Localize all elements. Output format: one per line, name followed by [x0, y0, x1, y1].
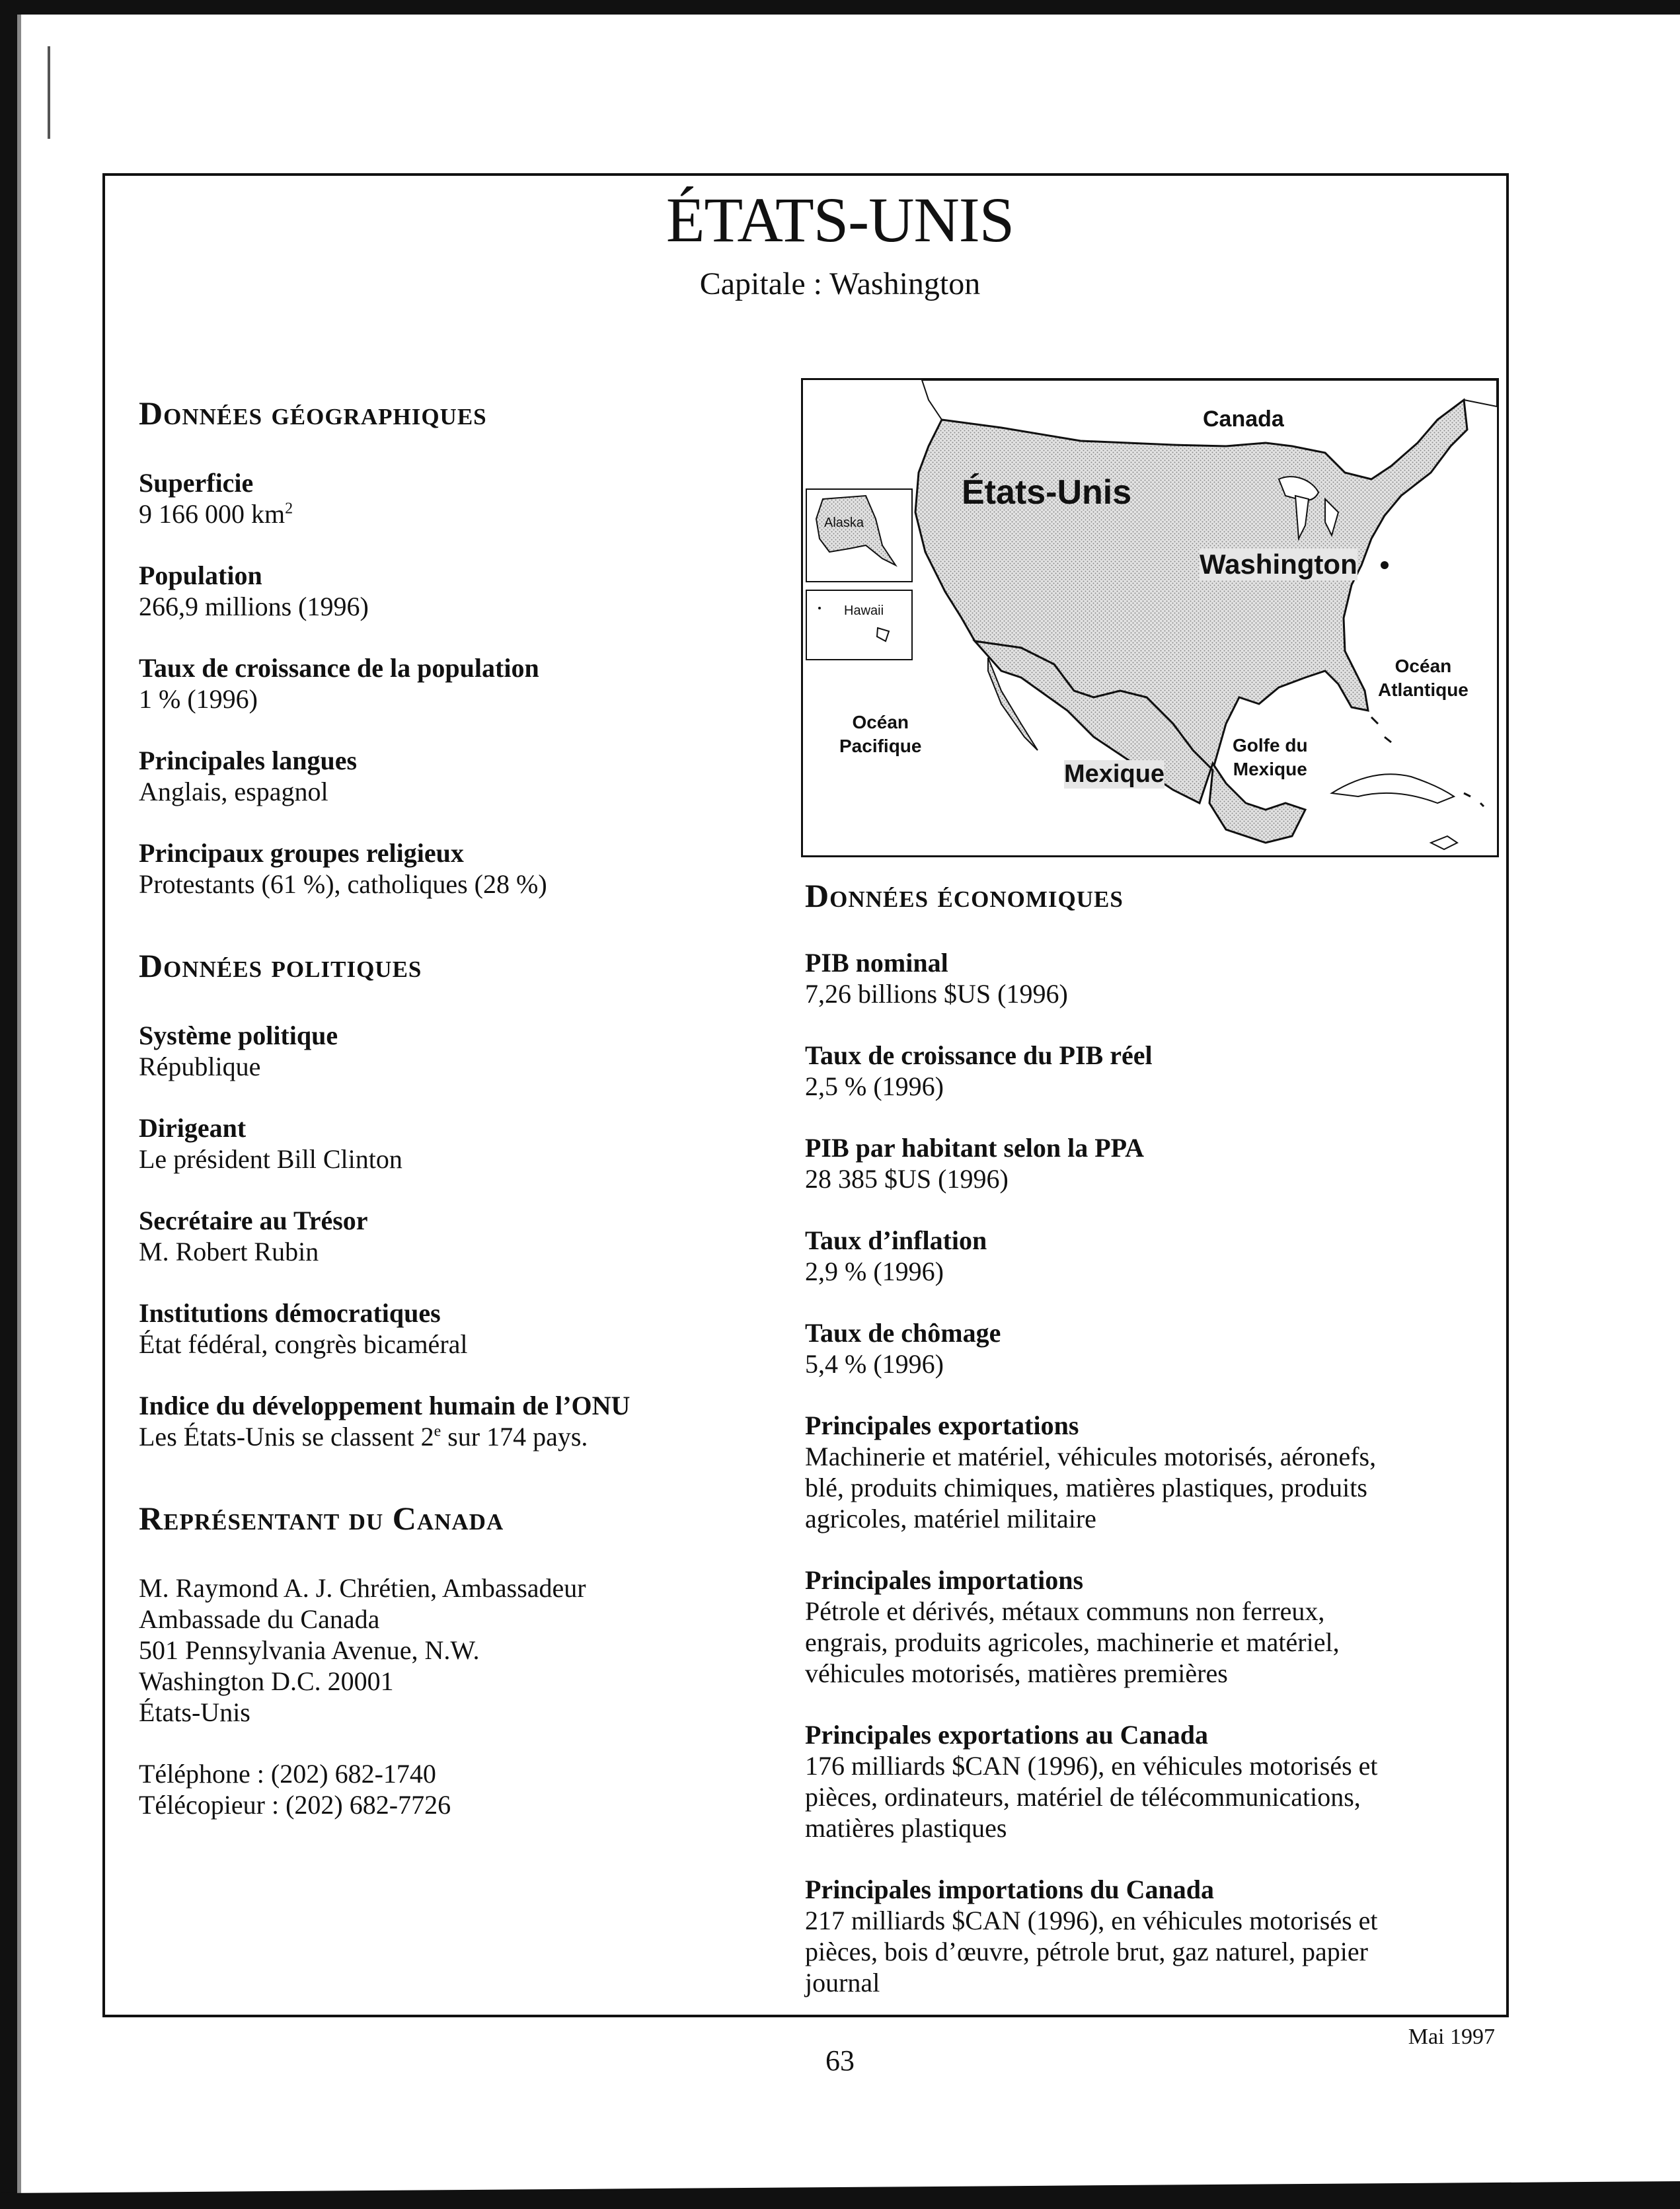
geo-heading: Données géographiques — [139, 395, 487, 432]
idh-value: Les États-Unis se classent 2e sur 174 pays. — [139, 1422, 588, 1452]
map-label-golfe-du-mexique: Golfe du Mexique — [1233, 734, 1308, 781]
secretaire-field — [139, 1205, 800, 1267]
map-label-etats-unis: États-Unis — [962, 473, 1132, 512]
religions-field — [139, 837, 800, 900]
institutions-label: Institutions démocratiques — [139, 1298, 441, 1328]
exports-line: agricoles, matériel militaire — [805, 1504, 1096, 1533]
publication-date: Mai 1997 — [1408, 2025, 1495, 2049]
pib-croissance-field — [805, 1040, 1499, 1102]
pib-ppa-field — [805, 1132, 1499, 1194]
langues-label: Principales langues — [139, 746, 358, 775]
croissance-label: Taux de croissance de la population — [139, 653, 539, 683]
pib-ppa-label: PIB par habitant selon la PPA — [805, 1133, 1145, 1163]
exports-line: Machinerie et matériel, véhicules motorisés, aéronefs, — [805, 1442, 1377, 1471]
politique-heading: Données politiques — [139, 947, 422, 984]
pib-croissance-value: 2,5 % (1996) — [805, 1071, 944, 1101]
page-title: ÉTATS-UNIS — [666, 184, 1014, 255]
representant-heading: Représentant du Canada — [139, 1500, 504, 1537]
address-line: 501 Pennsylvania Avenue, N.W. — [139, 1635, 480, 1665]
exports-canada-line: matières plastiques — [805, 1813, 1007, 1843]
map-label-hawaii: Hawaii — [844, 603, 884, 618]
exports-canada-label: Principales exportations au Canada — [805, 1720, 1209, 1750]
scan-border-bottom — [0, 2181, 1680, 2209]
imports-canada-line: journal — [805, 1968, 880, 1997]
map-label-ocean-pacifique: Océan Pacifique — [839, 711, 921, 758]
map-label-canada: Canada — [1203, 407, 1284, 432]
imports-field — [805, 1565, 1499, 1689]
religions-label: Principaux groupes religieux — [139, 838, 464, 868]
secretaire-label: Secrétaire au Trésor — [139, 1206, 368, 1235]
left-column — [139, 393, 800, 1820]
map-united-states — [801, 378, 1499, 857]
pib-value: 7,26 billions $US (1996) — [805, 979, 1068, 1009]
systeme-field — [139, 1020, 800, 1082]
right-column — [805, 876, 1499, 1998]
exports-canada-line: 176 milliards $CAN (1996), en véhicules motorisés et — [805, 1751, 1378, 1781]
page-number: 63 — [825, 2044, 855, 2077]
pib-croissance-label: Taux de croissance du PIB réel — [805, 1040, 1153, 1070]
population-label: Population — [139, 561, 262, 590]
population-field — [139, 560, 800, 622]
telephone: Téléphone : (202) 682-1740 — [139, 1759, 436, 1789]
superficie-value: 9 166 000 $km^2$ — [139, 499, 293, 529]
imports-line: Pétrole et dérivés, métaux communs non ferreux, — [805, 1596, 1325, 1626]
representant-address — [139, 1572, 800, 1728]
exports-field — [805, 1410, 1499, 1534]
population-value: 266,9 millions (1996) — [139, 592, 369, 621]
address-line: Ambassade du Canada — [139, 1604, 380, 1634]
scan-border-left — [0, 0, 17, 2209]
address-line: M. Raymond A. J. Chrétien, Ambassadeur — [139, 1573, 586, 1603]
exports-canada-line: pièces, ordinateurs, matériel de télécommunications, — [805, 1782, 1361, 1812]
idh-field — [139, 1390, 800, 1452]
systeme-label: Système politique — [139, 1021, 338, 1050]
address-line: Washington D.C. 20001 — [139, 1666, 394, 1696]
chomage-value: 5,4 % (1996) — [805, 1349, 944, 1379]
systeme-value: République — [139, 1052, 261, 1081]
map-label-ocean-atlantique: Océan Atlantique — [1378, 654, 1469, 702]
imports-canada-line: pièces, bois d’œuvre, pétrole brut, gaz naturel, papier — [805, 1937, 1368, 1966]
map-label-alaska: Alaska — [824, 516, 864, 530]
pib-ppa-value: 28 385 $US (1996) — [805, 1164, 1009, 1194]
imports-canada-line: 217 milliards $CAN (1996), en véhicules motorisés et — [805, 1906, 1378, 1935]
exports-canada-field — [805, 1719, 1499, 1843]
religions-value: Protestants (61 %), catholiques (28 %) — [139, 869, 547, 899]
chomage-field — [805, 1317, 1499, 1379]
map-label-mexique: Mexique — [1064, 760, 1165, 788]
scan-border-left-inner — [17, 15, 21, 2209]
exports-label: Principales exportations — [805, 1411, 1079, 1440]
inflation-label: Taux d’inflation — [805, 1225, 987, 1255]
inflation-field — [805, 1225, 1499, 1287]
scan-mark — [48, 46, 50, 139]
dirigeant-field — [139, 1112, 800, 1175]
pib-label: PIB nominal — [805, 948, 948, 978]
imports-line: véhicules motorisés, matières premières — [805, 1658, 1228, 1688]
langues-field — [139, 745, 800, 807]
imports-canada-field — [805, 1874, 1499, 1998]
superficie-label: Superficie — [139, 468, 254, 498]
dirigeant-label: Dirigeant — [139, 1113, 247, 1143]
map-label-washington: Washington — [1200, 549, 1357, 580]
telecopieur: Télécopieur : (202) 682-7726 — [139, 1790, 451, 1820]
inflation-value: 2,9 % (1996) — [805, 1257, 944, 1286]
croissance-value: 1 % (1996) — [139, 684, 258, 714]
dirigeant-value: Le président Bill Clinton — [139, 1144, 402, 1174]
croissance-field — [139, 652, 800, 715]
eco-heading: Données économiques — [805, 877, 1124, 914]
address-line: États-Unis — [139, 1697, 250, 1727]
langues-value: Anglais, espagnol — [139, 777, 328, 806]
imports-canada-label: Principales importations du Canada — [805, 1875, 1214, 1904]
imports-label: Principales importations — [805, 1565, 1084, 1595]
imports-line: engrais, produits agricoles, machinerie et matériel, — [805, 1627, 1340, 1657]
chomage-label: Taux de chômage — [805, 1318, 1001, 1348]
scan-border-top — [0, 0, 1680, 15]
idh-label: Indice du développement humain de l’ONU — [139, 1391, 630, 1420]
exports-line: blé, produits chimiques, matières plastiques, produits — [805, 1473, 1367, 1502]
representant-contact — [139, 1758, 800, 1820]
secretaire-value: M. Robert Rubin — [139, 1237, 319, 1266]
pib-field — [805, 947, 1499, 1009]
institutions-value: État fédéral, congrès bicaméral — [139, 1329, 468, 1359]
capital-subtitle: Capitale : Washington — [699, 266, 981, 301]
institutions-field — [139, 1298, 800, 1360]
superficie-field — [139, 467, 800, 529]
